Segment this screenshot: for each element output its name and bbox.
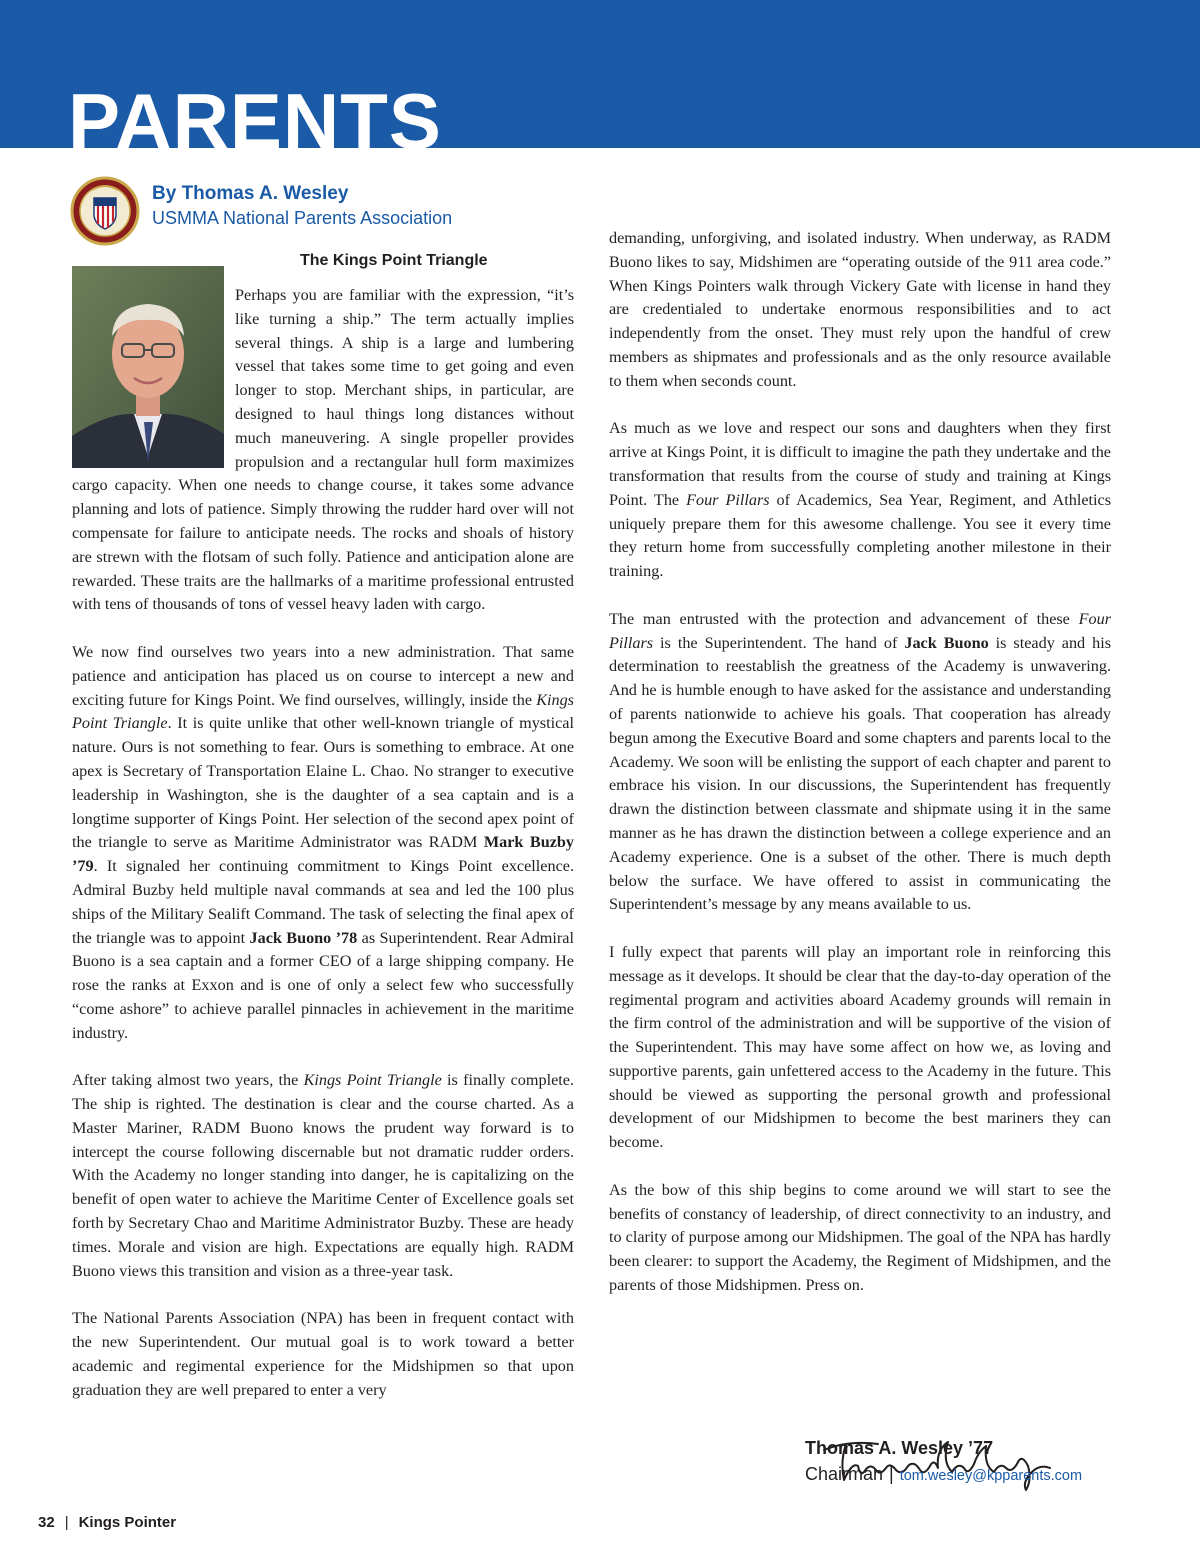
article-paragraph [609,608,1111,917]
signer-role-line [805,1464,1082,1485]
page-footer [38,1514,176,1531]
author: By Thomas A. Wesley [152,183,349,204]
paragraph-text: We now find ourselves two years into a new administration. That same patience and anticipation has placed us on course to intercept a new and exciting future for Kings Point. We find ourselves, willingly, inside the [72,642,574,709]
paragraph-text: As much as we love and respect our sons and daughters when they first arrive at Kings Point, it is difficult to imagine the path they undertake and the transformation that results from the course of study and training at Kings Point. The [609,419,1111,509]
section-title: PARENTS [68,77,442,148]
publication-name: Kings Pointer [78,1514,177,1531]
usmma-crest-icon [70,176,140,246]
page-number: 32 [38,1514,55,1531]
italic-term: Kings Point Triangle [72,690,574,733]
photo-wrap-spacer [72,284,235,472]
header-banner [0,0,1200,148]
article-paragraph [72,641,574,1046]
right-column [609,227,1111,1322]
article-title: The Kings Point Triangle [300,252,488,269]
paragraph-text: After taking almost two years, the [72,1071,304,1090]
paragraph-text: is steady and his determination to reestablish the greatness of the Academy is unwavering. And he is humble enough to have asked for the assistance and understanding of parents nationwide to achieve his goals. That cooperation has already begun among the Executive Board and some chapters and parents local to the Academy. We soon will be enlisting the support of each chapter and parent to embrace his vision. In our discussions, the Superintendent has frequently drawn the distinction between classmate and shipmate using it in the same manner as he has drawn the distinction between a college experience and an Academy experience. One is a subset of the other. There is much depth below the surface. We have offered to assist in communicating the Superintendent’s message by any means available to us. [609,633,1111,914]
article-paragraph [609,417,1111,584]
italic-term: Kings Point Triangle [303,1071,442,1090]
paragraph-text: The National Parents Association (NPA) has been in frequent contact with the new Superintendent. Our mutual goal is to work toward a better academic and regimental experience for the Midshipmen so that upon graduation they are well prepared to enter a very [72,1309,574,1399]
organization: USMMA National Parents Association [152,208,453,228]
footer-separator: | [64,1514,69,1531]
paragraph-text: is finally complete. The ship is righted. The destination is clear and the course charted. As a Master Mariner, RADM Buono knows the prudent way forward is to intercept the course following discernable but not dramatic rudder orders. With the Academy no longer standing into danger, he is capitalizing on the benefit of open water to achieve the Maritime Center of Excellence goals set forth by Secretary Chao and Maritime Administrator Buzby. These are heady times. Morale and vision are high. Expectations are equally high. RADM Buono views this transition and vision as a three-year task. [72,1071,574,1280]
signer-email-link[interactable]: tom.wesley@kpparents.com [899,1468,1083,1484]
byline [152,182,452,230]
signer-name: Thomas A. Wesley ’77 [805,1438,994,1458]
paragraph-text: As the bow of this ship begins to come around we will start to see the benefits of constancy of leadership, of direct connectivity to an industry, and to clarity of purpose among our Midshipmen. The goal of the NPA has hardly been clearer: to support the Academy, the Regiment of Midshipmen, and the parents of those Midshipmen. Press on. [609,1180,1111,1295]
paragraph-text: I fully expect that parents will play an important role in reinforcing this message as it develops. It should be clear that the day-to-day operation of the regimental program and activities aboard Academy grounds will remain in the firm control of the administration and will be supportive of the vision of the Superintendent. This may have some affect on how we, as loving and supportive parents, gain unfettered access to the Academy in the future. This should be viewed as supporting the personal growth and professional development of our Midshipmen to become the best mariners they can become. [609,942,1111,1152]
paragraph-text: . It is quite unlike that other well-known triangle of mystical nature. Ours is not something to fear. Ours is something to embrace. At one apex is Secretary of Transportation Elaine L. Chao. No stranger to executive leadership in Washington, she is the daughter of a sea captain and is a longtime supporter of Kings Point. Her selection of the second apex point of the triangle to serve as Maritime Administrator was RADM [72,714,574,852]
paragraph-text: of Academics, Sea Year, Regiment, and Athletics uniquely prepare them for this awesome challenge. You see it every time they return home from successfully completing another milestone in their training. [609,490,1111,581]
paragraph-text: Perhaps you are familiar with the expression, “it’s like turning a ship.” The term actually implies several things. A ship is a large and lumbering vessel that takes some time to get going and even longer to stop. Merchant ships, in particular, are designed to haul things long distances without much maneuvering. A single propeller provides propulsion and a rectangular hull form maximizes cargo capacity. When one needs to change course, it takes some advance planning and lots of patience. Simply throwing the rudder hard over will not compensate for failure to anticipate needs. The rocks and shoals of history are strewn with the flotsam of such folly. Patience and anticipation alone are rewarded. These traits are the hallmarks of a maritime professional entrusted with tens of thousands of tons of vessel heavy laden with cargo. [72,286,574,614]
article-paragraph [72,1307,574,1402]
italic-term: Four Pillars [609,609,1111,652]
bold-name: Jack Buono [904,633,989,652]
bold-name: Mark Buzby ’79 [72,833,574,876]
article-paragraph [609,1179,1111,1298]
article-paragraph [72,1069,574,1283]
article-paragraph [609,941,1111,1155]
paragraph-text: as Superintendent. Rear Admiral Buono is a sea captain and a former CEO of a large shipping company. He rose the ranks at Exxon and is one of only a select few who successfully “come ashore” to achieve parallel pinnacles in achievement in the maritime industry. [72,928,574,1042]
italic-term: Four Pillars [686,490,770,509]
left-column [72,284,574,1426]
signer-role: Chairman [805,1464,884,1484]
paragraph-text: is the Superintendent. The hand of [653,633,905,652]
paragraph-text: demanding, unforgiving, and isolated industry. When underway, as RADM Buono likes to say, Midshimen are “operating outside of the 911 area code.” When Kings Pointers walk through Vickery Gate with license in hand they are credentialed to undertake enormous responsibilities and to act independently from the onset. They must rely upon the handful of crew members as shipmates and professionals and as the only resource available to them when seconds count. [609,229,1111,390]
paragraph-text: The man entrusted with the protection and advancement of these [609,609,1079,628]
role-separator: | [889,1464,894,1484]
bold-name: Jack Buono ’78 [249,928,358,947]
paragraph-text: . It signaled her continuing commitment to Kings Point excellence. Admiral Buzby held multiple naval commands at sea and led the 100 plus ships of the Military Sealift Command. The task of selecting the final apex of the triangle was to appoint [72,857,574,947]
article-paragraph [609,227,1111,394]
